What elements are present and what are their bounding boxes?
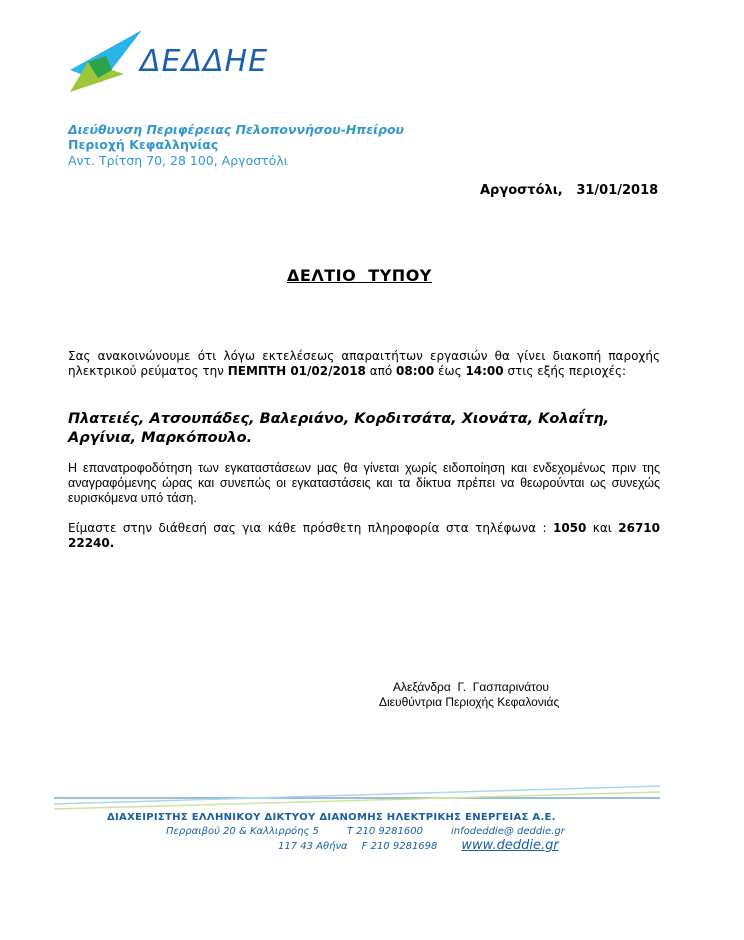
signatory-name: Αλεξάνδρα Γ. Γασπαρινάτου [393, 680, 549, 694]
outage-date: ΠΕΜΠΤΗ 01/02/2018 [227, 364, 366, 378]
p3-mid: και [586, 521, 619, 535]
footer-street: Περραιβού 20 & Καλλιρρόης 5 [166, 826, 319, 837]
footer-email: infodeddie@ deddie.gr [450, 826, 565, 837]
phone-2: 26710 22240. [68, 521, 660, 550]
footer-phone: T 210 9281600 [346, 826, 423, 837]
footer-company-name: ΔΙΑΧΕΙΡΙΣΤΗΣ ΕΛΛΗΝΙΚΟΥ ΔΙΚΤΥΟΥ ΔΙΑΝΟΜΗΣ ΗΛΕΚΤΡΙΚΗΣ ΕΝΕΡΓΕΙΑΣ Α.Ε. [107, 812, 556, 823]
footer-divider-lines [54, 780, 660, 810]
footer-line-3 [278, 838, 559, 853]
sender-area: Περιοχή Κεφαλληνίας [68, 137, 219, 152]
signatory-role: Διευθύντρια Περιοχής Κεφαλονιάς [379, 695, 560, 709]
outage-end-time: 14:00 [465, 364, 504, 378]
footer-line-2 [166, 826, 593, 837]
p3-text: Είμαστε στην διάθεσή σας για κάθε πρόσθετη πληροφορία στα τηλέφωνα : [68, 521, 553, 535]
to-label: έως [434, 364, 466, 378]
document-title: ΔΕΛΤΙΟ ΤΥΠΟΥ [287, 266, 432, 285]
p1-text: Σας ανακοινώνουμε ότι λόγω εκτελέσεως απαραιτήτων εργασιών θα γίνει διακοπή παροχής ηλεκτρικού ρεύματος την [68, 349, 660, 378]
dateline-date: 31/01/2018 [576, 183, 659, 198]
phone-1: 1050 [552, 521, 587, 535]
footer-website-link[interactable]: www.deddie.gr [461, 838, 559, 853]
footer-city: 117 43 Αθήνα [278, 841, 348, 852]
outage-start-time: 08:00 [396, 364, 435, 378]
announcement-paragraph [68, 349, 660, 379]
dateline [480, 183, 658, 198]
footer-fax: F 210 9281698 [361, 841, 438, 852]
restoration-paragraph: Η επανατροφοδότηση των εγκαταστάσεων μας θα γίνεται χωρίς ειδοποίηση και ενδεχομένως πριν της αναγραφόμενης ώρας και συνεπώς οι εγκαταστάσεις και τα δίκτυα πρέπει να θεωρούνται ως συνεχώς ευρισκόμενα υπό τάση. [68, 461, 660, 505]
dateline-place: Αργοστόλι, [480, 183, 563, 198]
sender-directorate: Διεύθυνση Περιφέρειας Πελοποννήσου-Ηπείρου [68, 122, 404, 137]
company-logo-text: ΔΕΔΔΗΕ [140, 44, 269, 79]
lightning-bolt-logo-icon [60, 28, 150, 93]
from-label: από [365, 364, 397, 378]
p1-tail: στις εξής περιοχές: [503, 364, 627, 378]
sender-address: Αντ. Τρίτση 70, 28 100, Αργοστόλι [68, 153, 288, 168]
contact-paragraph [68, 521, 660, 551]
affected-areas: Πλατειές, Ατσουπάδες, Βαλεριάνο, Κορδιτσάτα, Χιονάτα, Κολαΐτη, Αργίνια, Μαρκόπουλο. [68, 411, 610, 446]
